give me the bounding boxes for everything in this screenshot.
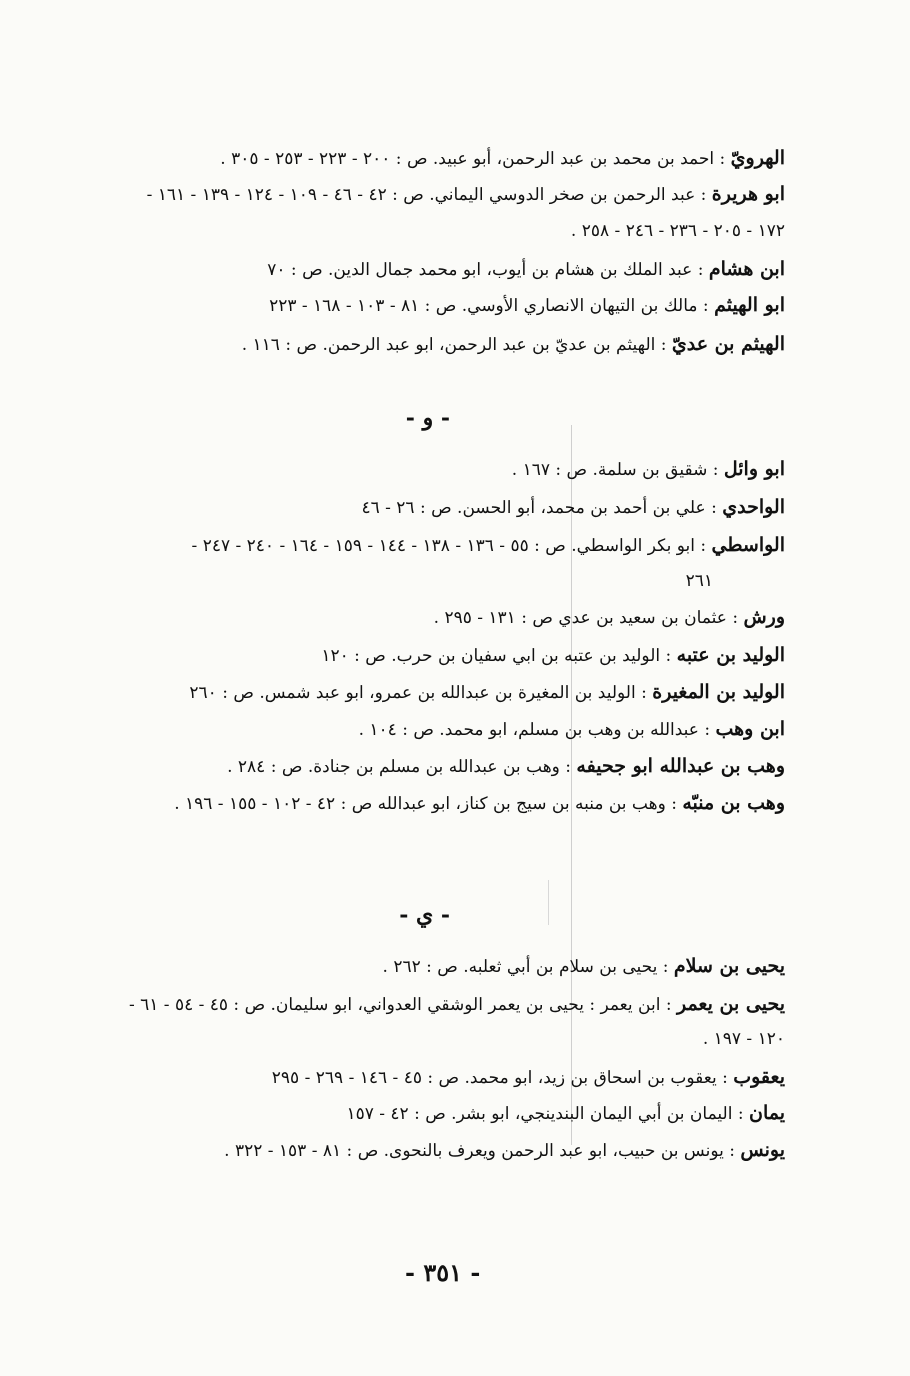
entry-name: الهرويّ [730,147,785,169]
entry-text: : اليمان بن أبي اليمان البندينجي، ابو بشر. ص : ٤٢ - ١٥٧ [346,1104,749,1124]
entry-text: : عثمان بن سعيد بن عدي ص : ١٣١ - ٢٩٥ . [433,608,744,628]
entry-continuation-text: ٢٦١ [685,571,713,591]
entry-harawi [220,145,785,172]
entry-name: الوليد بن المغيرة [652,681,785,703]
entry-yaman [346,1100,785,1127]
entry-text: : عبد الرحمن بن صخر الدوسي اليماني. ص : ٤٢ - ٤٦ - ١٠٩ - ١٢٤ - ١٣٩ - ١٦١ - [146,185,712,205]
entry-warsh [434,604,785,631]
entry-text: : عبدالله بن وهب بن مسلم، ابو محمد. ص : ١٠٤ . [358,720,716,740]
entry-text: : وهب بن منبه بن سيج بن كناز، ابو عبدالله ص : ٤٢ - ١٠٢ - ١٥٥ - ١٩٦ . [174,794,683,814]
entry-abu-al-haytham [269,292,785,319]
section-header-waw: - و - [405,405,450,431]
entry-yaqub [272,1064,785,1091]
entry-name: يحيى بن يعمر [676,993,785,1015]
entry-name: يعقوب [733,1066,785,1088]
entry-name: ابو الهيثم [714,294,785,316]
entry-text: : يونس بن حبيب، ابو عبد الرحمن ويعرف بالنحوى. ص : ٨١ - ١٥٣ - ٣٢٢ . [224,1141,741,1161]
entry-name: يمان [748,1102,785,1124]
entry-text: : عبد الملك بن هشام بن أيوب، ابو محمد جمال الدين. ص : ٧٠ [267,260,709,280]
entry-text: : ابو بكر الواسطي. ص : ٥٥ - ١٣٦ - ١٣٨ - ١٤٤ - ١٥٩ - ١٦٤ - ٢٤٠ - ٢٤٧ - [191,536,712,556]
entry-text: : الوليد بن عتبه بن ابي سفيان بن حرب. ص : ١٢٠ [321,646,677,666]
entry-text: : يعقوب بن اسحاق بن زيد، ابو محمد. ص : ٤٥ - ١٤٦ - ٢٦٩ - ٢٩٥ [271,1068,734,1088]
entry-wahidi [361,494,785,521]
entry-text: : يحيى بن سلام بن أبي ثعلبه. ص : ٢٦٢ . [382,957,674,977]
entry-haytham-ibn-adi [242,331,785,358]
entry-name: وهب بن منبّه [682,792,785,814]
entry-text: : مالك بن التيهان الانصاري الأوسي. ص : ٨١ - ١٠٣ - ١٦٨ - ٢٢٣ [269,296,715,316]
entry-ibn-wahb [359,716,785,743]
entry-continuation [703,1026,785,1052]
entry-abu-wail [512,456,785,483]
entry-name: ابو وائل [723,458,785,480]
entry-name: الهيثم بن عديّ [671,333,785,355]
scan-fold-mark [548,880,549,925]
entry-text: : وهب بن عبدالله بن مسلم بن جنادة. ص : ٢٨٤ . [227,757,577,777]
entry-yunus [224,1137,785,1164]
entry-wasiti [192,532,785,559]
entry-text: : احمد بن محمد بن عبد الرحمن، أبو عبيد. ص : ٢٠٠ - ٢٢٣ - ٢٥٣ - ٣٠٥ . [220,149,731,169]
entry-walid-ibn-utba [321,642,785,669]
entry-continuation-text: ١٢٠ - ١٩٧ . [702,1029,785,1049]
entry-abu-hurayra [147,181,785,208]
entry-name: ورش [743,606,785,628]
entry-text: : الوليد بن المغيرة بن عبدالله بن عمرو، ابو عبد شمس. ص : ٢٦٠ [189,683,653,703]
entry-yahya-ibn-yamar [129,991,785,1018]
entry-wahb-ibn-munabbih [174,790,785,817]
entry-text: : ابن يعمر : يحيى بن يعمر الوشقي العدواني، ابو سليمان. ص : ٤٥ - ٥٤ - ٦١ - [128,995,677,1015]
entry-name: وهب بن عبدالله ابو جحيفه [576,755,785,777]
section-header-ya: - ي - [399,902,450,928]
entry-yahya-ibn-sallam [383,953,785,980]
page-number: - ٣٥١ - [405,1258,481,1287]
entry-name: يونس [740,1139,785,1161]
entry-name: الواسطي [711,534,785,556]
entry-name: الواحدي [722,496,785,518]
entry-text: : علي بن أحمد بن محمد، أبو الحسن. ص : ٢٦ - ٤٦ [361,498,723,518]
entry-name: ابن هشام [708,258,785,280]
entry-name: الوليد بن عتبه [676,644,785,666]
entry-walid-ibn-mughira [189,679,785,706]
entry-text: : شقيق بن سلمة. ص : ١٦٧ . [511,460,724,480]
entry-name: ابن وهب [715,718,785,740]
entry-wahb-abu-juhayfa [227,753,785,780]
entry-text: : الهيثم بن عديّ بن عبد الرحمن، ابو عبد الرحمن. ص : ١١٦ . [241,335,672,355]
entry-continuation-text: ١٧٢ - ٢٠٥ - ٢٣٦ - ٢٤٦ - ٢٥٨ . [570,221,785,241]
entry-continuation [571,218,785,244]
entry-ibn-hisham [267,256,785,283]
entry-name: ابو هريرة [711,183,785,205]
entry-continuation [686,568,713,594]
entry-name: يحيى بن سلام [673,955,785,977]
